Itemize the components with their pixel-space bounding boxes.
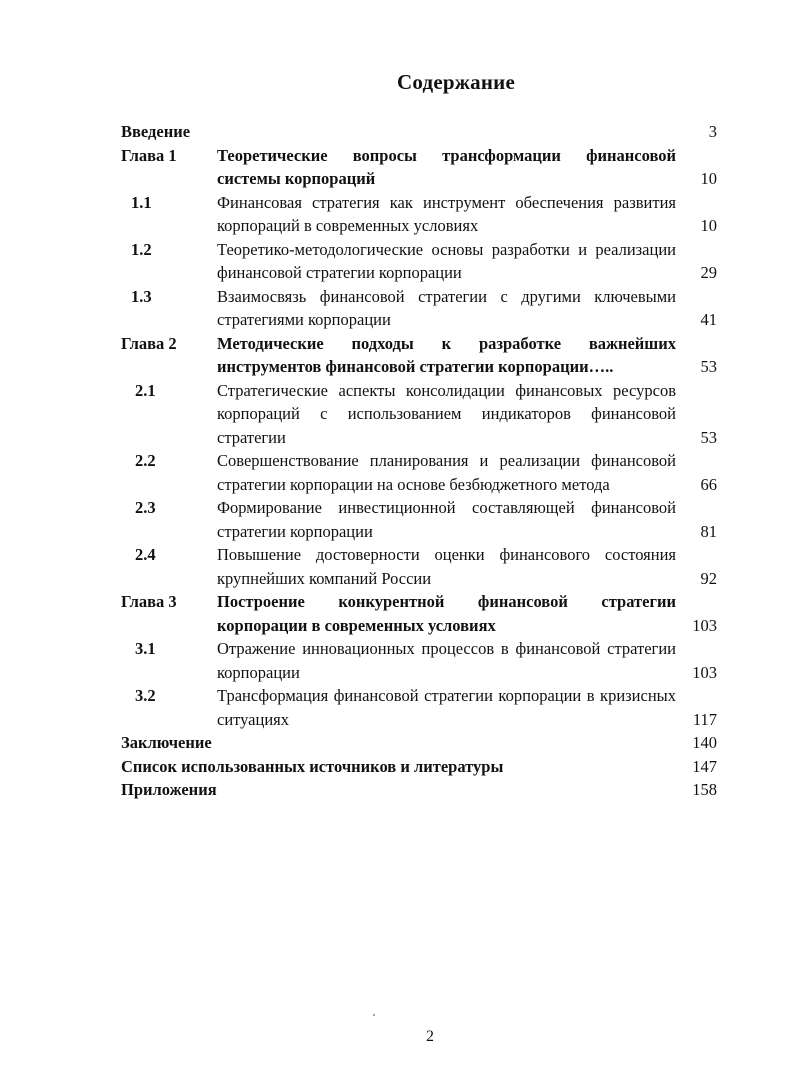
toc-number: 1.2 (131, 239, 152, 259)
toc-page: 117 (692, 709, 717, 729)
toc-label: Список использованных источников и литературы (121, 756, 504, 776)
toc-title: Формирование инвестиционной составляющей финансовой стратегии корпорации (217, 498, 676, 541)
toc-page: 81 (700, 521, 717, 541)
toc-title: Финансовая стратегия как инструмент обеспечения развития корпораций в современных условиях (217, 192, 676, 235)
toc-title: Теоретико-методологические основы разработки и реализации финансовой стратегии корпорации (217, 239, 676, 282)
toc-page: 10 (700, 216, 717, 235)
toc-entry-chapter[interactable] (121, 590, 717, 637)
toc-label: Заключение (121, 733, 212, 752)
toc-number: 2.2 (135, 451, 156, 470)
toc-page: 29 (700, 263, 717, 282)
table-of-contents (121, 120, 717, 802)
toc-entry-conclusion[interactable] (121, 731, 717, 755)
scan-speck (373, 1014, 375, 1016)
page-number: 2 (426, 1028, 434, 1045)
toc-entry-section[interactable] (121, 449, 717, 496)
toc-page: 103 (692, 662, 717, 682)
toc-page: 103 (692, 615, 717, 635)
toc-entry-section[interactable] (121, 238, 717, 285)
toc-page: 140 (692, 733, 718, 752)
toc-number: 3.1 (135, 639, 156, 658)
toc-page: 66 (700, 474, 717, 494)
toc-page: 10 (700, 169, 717, 188)
toc-entry-chapter[interactable] (121, 332, 717, 379)
toc-page: 92 (700, 568, 717, 588)
toc-title: Теоретические вопросы трансформации финансовой системы корпораций (217, 145, 676, 188)
toc-entry-section[interactable] (121, 543, 717, 590)
toc-page: 147 (692, 756, 717, 776)
page-title: Содержание (397, 70, 515, 94)
toc-number: 1.3 (131, 286, 152, 306)
toc-number: 2.1 (135, 380, 156, 400)
toc-entry-section[interactable] (121, 191, 717, 238)
toc-entry-section[interactable] (121, 379, 717, 450)
toc-number: 3.2 (135, 686, 156, 705)
toc-title: Трансформация финансовой стратегии корпорации в кризисных ситуациях (217, 686, 676, 729)
toc-title: Построение конкурентной финансовой стратегии корпорации в современных условиях (217, 592, 676, 635)
toc-page: 41 (700, 310, 717, 329)
toc-title: Отражение инновационных процессов в финансовой стратегии корпорации (217, 639, 676, 682)
toc-title: Стратегические аспекты консолидации финансовых ресурсов корпораций с использованием индикаторов финансовой стратегии (217, 380, 676, 447)
toc-number: 2.4 (135, 545, 156, 564)
toc-title: Повышение достоверности оценки финансового состояния крупнейших компаний России (217, 545, 676, 588)
toc-page: 53 (700, 357, 717, 376)
toc-number: Глава 2 (121, 333, 177, 353)
toc-entry-appendix[interactable] (121, 778, 717, 802)
toc-entry-references[interactable] (121, 755, 717, 779)
toc-title: Совершенствование планирования и реализации финансовой стратегии корпорации на основе безбюджетного метода (217, 451, 676, 494)
toc-number: Глава 1 (121, 145, 177, 165)
toc-page: 3 (708, 122, 717, 141)
toc-label: Введение (121, 122, 191, 141)
toc-page: 158 (692, 780, 717, 799)
toc-number: 2.3 (135, 498, 156, 517)
toc-label: Приложения (121, 780, 217, 799)
toc-title: Методические подходы к разработке важнейших инструментов финансовой стратегии корпорации….. (217, 333, 676, 376)
toc-entry-chapter[interactable] (121, 144, 717, 191)
toc-entry-intro[interactable] (121, 120, 717, 144)
toc-title: Взаимосвязь финансовой стратегии с другими ключевыми стратегиями корпорации (217, 286, 676, 329)
toc-entry-section[interactable] (121, 637, 717, 684)
toc-number: 1.1 (131, 192, 152, 212)
toc-number: Глава 3 (121, 592, 177, 611)
toc-entry-section[interactable] (121, 496, 717, 543)
toc-entry-section[interactable] (121, 684, 717, 731)
toc-page: 53 (700, 427, 717, 447)
toc-entry-section[interactable] (121, 285, 717, 332)
